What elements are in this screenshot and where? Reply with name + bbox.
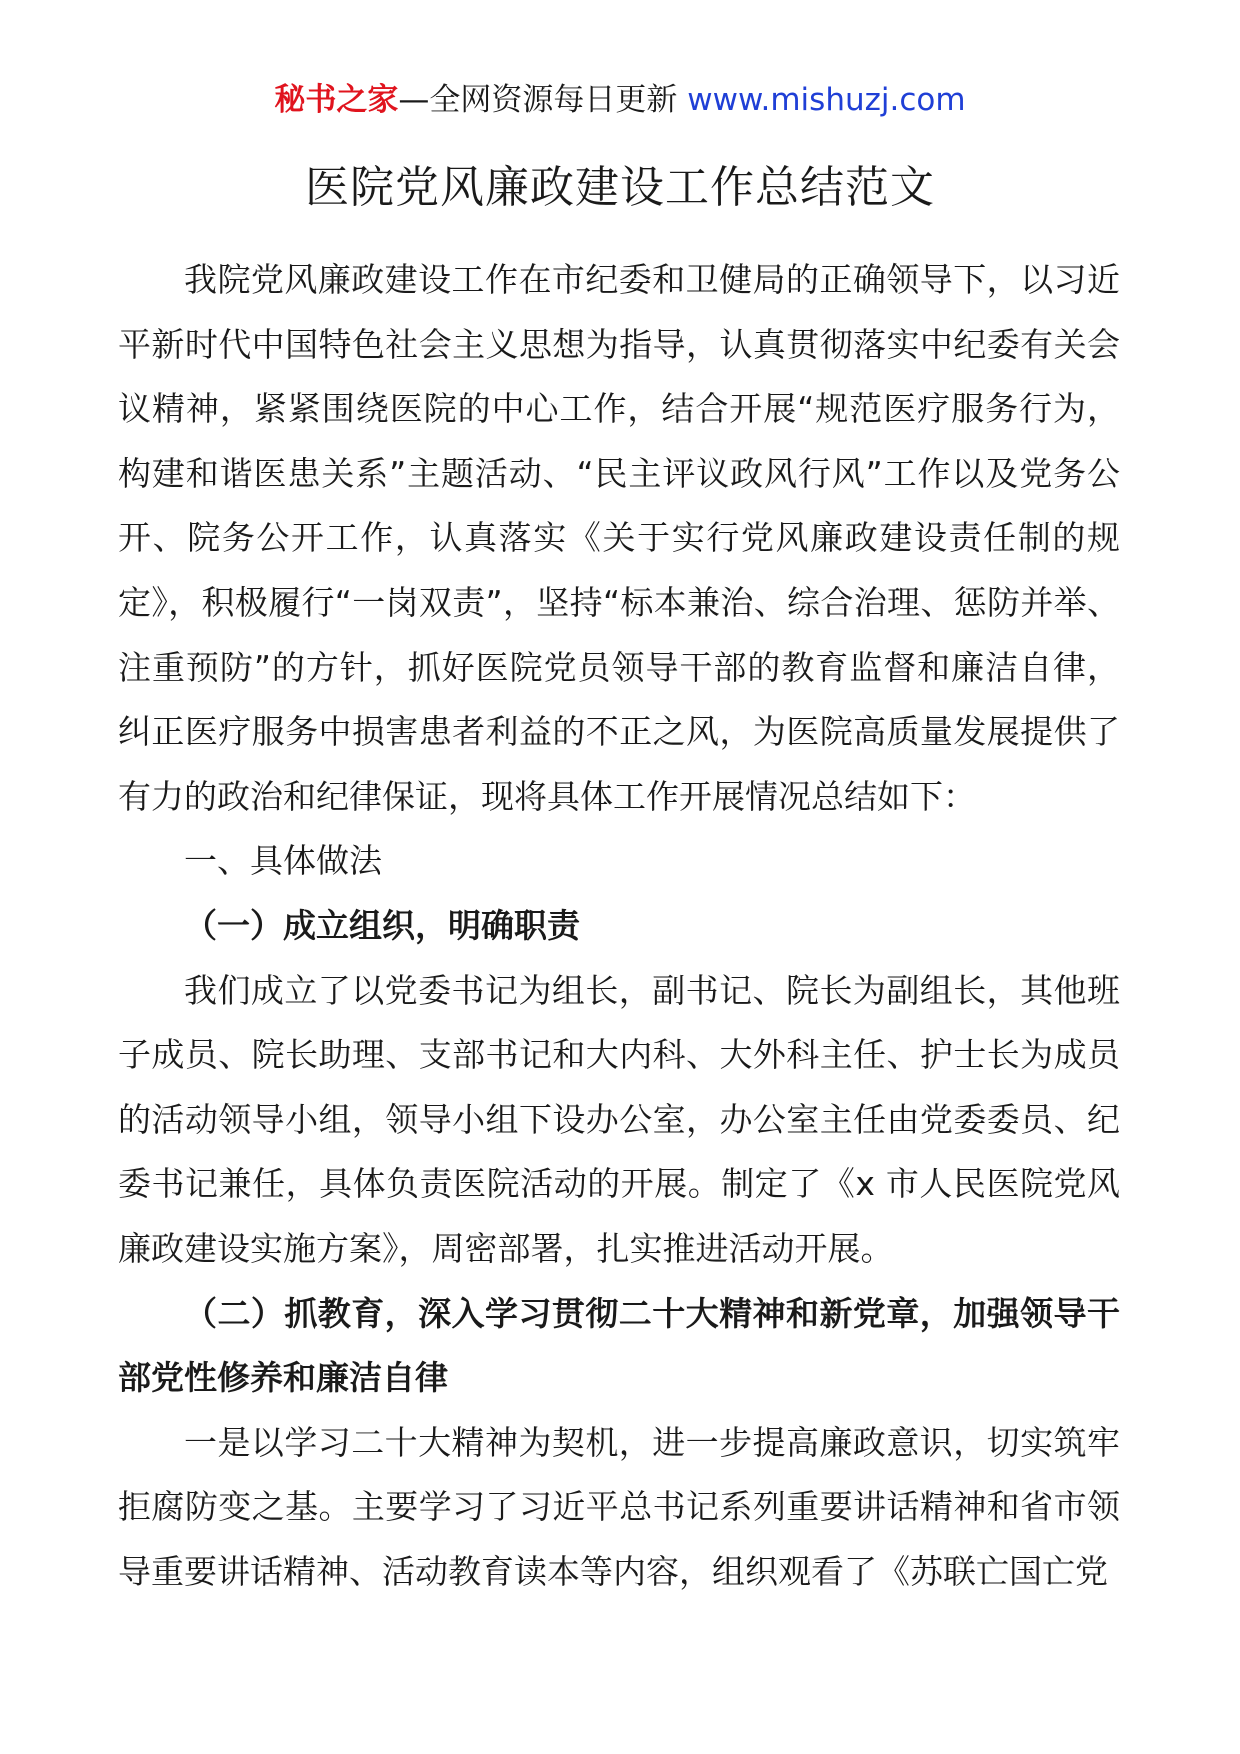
subsection-heading-1: （一）成立组织，明确职责: [184, 905, 580, 945]
body-paragraph-2: 一是以学习二十大精神为契机，进一步提高廉政意识，切实筑牢拒腐防变之基。主要学习了习近平总书记系列重要讲话精神和省市领导重要讲话精神、活动教育读本等内容，组织观看了《苏联亡国亡党: [118, 1422, 1120, 1591]
brand-name: 秘书之家: [274, 82, 399, 118]
document-title: 医院党风廉政建设工作总结范文: [305, 162, 935, 213]
header-tagline: —全网资源每日更新: [398, 82, 688, 118]
section-heading-1: 一、具体做法: [184, 841, 382, 881]
intro-paragraph: 我院党风廉政建设工作在市纪委和卫健局的正确领导下，以习近平新时代中国特色社会主义思想为指导，认真贯彻落实中纪委有关会议精神，紧紧围绕医院的中心工作，结合开展“规范医疗服务行为，构建和谐医患关系”主题活动、“民主评议政风行风”工作以及党务公开、院务公开工作，认真落实《关于实行党风廉政建设责任制的规定》，积极履行“一岗双责”，坚持“标本兼治、综合治理、惩防并举、注重预防”的方针，抓好医院党员领导干部的教育监督和廉洁自律，纠正医疗服务中损害患者利益的不正之风，为医院高质量发展提供了有力的政治和纪律保证，现将具体工作开展情况总结如下：: [118, 260, 1120, 816]
site-header-banner: [0, 80, 1240, 120]
site-url-link[interactable]: www.mishuzj.com: [687, 82, 966, 118]
subsection-heading-2: （二）抓教育，深入学习贯彻二十大精神和新党章，加强领导干部党性修养和廉洁自律: [118, 1293, 1120, 1398]
document-body: [118, 248, 1120, 1604]
body-paragraph-1: 我们成立了以党委书记为组长，副书记、院长为副组长，其他班子成员、院长助理、支部书记和大内科、大外科主任、护士长为成员的活动领导小组，领导小组下设办公室，办公室主任由党委委员、纪委书记兼任，具体负责医院活动的开展。制定了《x 市人民医院党风廉政建设实施方案》，周密部署，扎实推进活动开展。: [118, 970, 1120, 1268]
